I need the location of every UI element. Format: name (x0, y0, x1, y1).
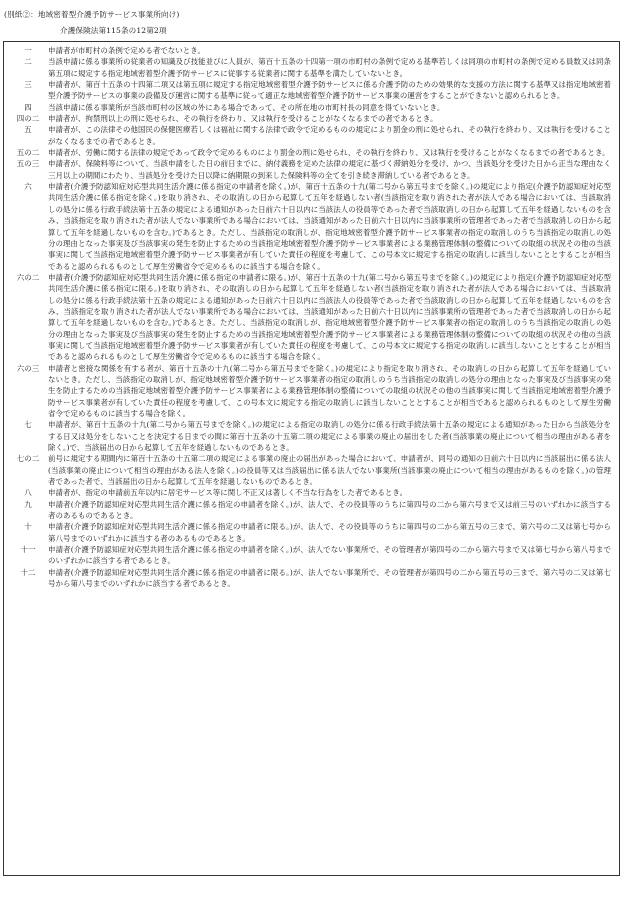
requirement-item (8, 453, 611, 487)
requirement-item-number: 六の二 (16, 272, 40, 282)
requirement-item (8, 567, 611, 590)
requirement-item (8, 45, 611, 56)
requirement-item-text: 申請者(介護予防認知症対応型共同生活介護に係る指定の申請者に限る。)が、第百十五条の十九(第二号から第五号までを除く。)の規定により指定(介護予防認知症対応型共同生活介護に係る指定に限る。)を取り消され、その取消しの日から起算して五年を経過しない者(当該指定を取り消された者が法人である場合においては、当該取消しの処分に係る行政手続法第十五条の規定による通知があった日前六十日以内に当該法人の役員等であった者で当該取消しの日から起算して五年を経過しないものを含み、当該指定を取り消された者が法人でない事業所である場合においては、当該通知があった日前六十日以内に当該事業所の管理者であった者で当該取消しの日から起算して五年を経過しないものを含む。)であるとき。ただし、当該指定の取消しが、指定地域密着型介護予防サービス事業者の指定の取消しのうち当該指定の取消しの処分の理由となった事実及び当該事実の発生を防止するための当該指定地域密着型介護予防サービス事業者による業務管理体制の整備についての取組の状況その他の当該事実に関して当該指定地域密着型介護予防サービス事業者が有していた責任の程度を考慮して、この号本文に規定する指定の取消しに該当しないこととすることが相当であると認められるものとして厚生労働省令で定めるものに該当する場合を除く。 (48, 272, 611, 362)
requirement-item-number: 四の二 (16, 114, 40, 124)
requirement-item-number: 五の三 (16, 159, 40, 169)
requirement-item-number: 四 (24, 102, 32, 112)
requirement-item-text: 当該申請に係る事業所の従業者の知識及び技能並びに人員が、第百十五条の十四第一項の市町村の条例で定める基準若しくは同項の市町村の条例で定める員数又は同条第五項に規定する指定地域密着型介護予防サービスに従事する従業者に関する基準を満たしていないとき。 (48, 57, 611, 78)
requirement-item-number: 二 (24, 57, 32, 67)
requirement-item-number: 十 (24, 522, 32, 532)
requirement-item-text: 申請者(介護予防認知症対応型共同生活介護に係る指定の申請者を除く。)が、法人でない事業所で、その管理者が第四号の二から第六号まで又は第七号から第八号までのいずれかに該当する者であるとき。 (48, 545, 611, 566)
requirement-item (8, 56, 611, 79)
requirement-item (8, 102, 611, 113)
requirement-item-text: 申請者が、この法律その他国民の保健医療若しくは福祉に関する法律で政令で定めるものの規定により罰金の刑に処せられ、その執行を終わり、又は執行を受けることがなくなるまでの者であるとき。 (48, 125, 611, 146)
requirement-item (8, 487, 611, 498)
requirements-list (4, 42, 619, 590)
requirement-item-text: 前号に規定する期間内に第百十五条の十五第二項の規定による事業の廃止の届出があった場合において、申請者が、同号の通知の日前六十日以内に当該届出に係る法人(当該事業の廃止について相当の理由がある法人を除く。)の役員等又は当該届出に係る法人でない事業所(当該事業の廃止について相当の理由があるものを除く。)の管理者であった者で、当該届出の日から起算して五年を経過しないものであるとき。 (48, 454, 611, 487)
requirement-item-number: 七 (24, 420, 32, 430)
requirement-item (8, 113, 611, 124)
requirement-item-text: 申請者(介護予防認知症対応型共同生活介護に係る指定の申請者を除く。)が、法人で、その役員等のうちに第四号の二から第六号まで又は前三号のいずれかに該当する者のあるものであるとき。 (48, 499, 611, 521)
requirement-item (8, 363, 611, 420)
requirement-item-number: 三 (24, 80, 32, 90)
requirement-item-number: 六の三 (16, 363, 40, 373)
requirement-item-text: 申請者(介護予防認知症対応型共同生活介護に係る指定の申請者に限る。)が、法人でない事業所で、その管理者が第四号の二から第五号の三まで、第六号の二又は第七号から第八号までのいずれかに該当する者であるとき。 (48, 567, 611, 589)
requirement-item (8, 181, 611, 272)
requirement-item-text: 申請者が、拘禁刑以上の刑に処せられ、その執行を終わり、又は執行を受けることがなくなるまでの者であるとき。 (48, 114, 438, 124)
requirement-item-number: 五 (24, 125, 32, 135)
document-title: (別紙②：地域密着型介護予防サービス事業所向け) (4, 10, 180, 19)
requirement-item-text: 申請者が、第百十五条の十四第二項又は第五項に規定する指定地域密着型介護予防サービスに係る介護予防のための効果的な支援の方法に関する基準又は指定地域密着型介護予防サービスの事業の設備及び運営に関する基準に従って適正な地域密着型介護予防サービス事業の運営をすることができないと認められるとき。 (48, 80, 611, 101)
requirement-item-text: 申請者と密接な関係を有する者が、第百十五条の十九(第二号から第五号までを除く。)の規定により指定を取り消され、その取消しの日から起算して五年を経過していないとき。ただし、当該指定の取消しが、指定地域密着型介護予防サービス事業者の指定の取消しのうち当該指定の取消しの処分の理由となった事実及び当該事実の発生を防止するための当該指定地域密着型介護予防サービス事業者による業務管理体制の整備についての取組の状況その他の当該事実に関して当該指定地域密着型介護予防サービス事業者が有していた責任の程度を考慮して、この号本文に規定する指定の取消しに該当しないこととすることが相当であると認められるものとして厚生労働省令で定めるものに該当する場合を除く。 (48, 363, 611, 418)
requirement-item-number: 十一 (20, 545, 36, 555)
requirement-item-number: 七の二 (16, 454, 40, 464)
requirement-item-number: 五の二 (16, 148, 40, 158)
requirement-item (8, 419, 611, 453)
requirement-item-text: 申請者(介護予防認知症対応型共同生活介護に係る指定の申請者に限る。)が、法人で、その役員等のうちに第四号の二から第五号の三まで、第六号の二又は第七号から第八号までのいずれかに該当する者のあるものであるとき。 (48, 522, 611, 543)
requirement-item-number: 八 (24, 488, 32, 498)
requirement-item (8, 79, 611, 102)
requirement-item-number: 六 (24, 182, 32, 192)
requirement-item (8, 272, 611, 363)
requirements-box (3, 41, 620, 876)
requirement-item (8, 544, 611, 567)
requirement-item-text: 申請者が、労働に関する法律の規定であって政令で定めるものにより罰金の刑に処せられ、その執行を終わり、又は執行を受けることがなくなるまでの者であるとき。 (48, 148, 610, 158)
requirement-item (8, 521, 611, 544)
requirement-item (8, 499, 611, 522)
requirement-item-number: 九 (24, 499, 32, 509)
requirement-item-number: 一 (24, 46, 32, 55)
requirement-item-text: 当該申請に係る事業所が当該市町村の区域の外にある場合であって、その所在地の市町村長の同意を得ていないとき。 (48, 102, 445, 112)
requirement-item-text: 申請者が市町村の条例で定める者でないとき。 (48, 46, 205, 55)
requirement-item (8, 124, 611, 147)
requirement-item-text: 申請者が、指定の申請前五年以内に居宅サービス等に関し不正又は著しく不当な行為をした者であるとき。 (48, 488, 408, 498)
requirement-item-number: 十二 (20, 567, 36, 577)
requirement-item (8, 158, 611, 181)
requirement-item-text: 申請者(介護予防認知症対応型共同生活介護に係る指定の申請者を除く。)が、第百十五条の十九(第二号から第五号までを除く。)の規定により指定(介護予防認知症対応型共同生活介護に係る指定を除く。)を取り消され、その取消しの日から起算して五年を経過しない者(当該指定を取り消された者が法人である場合においては、当該取消しの処分に係る行政手続法第十五条の規定による通知があった日前六十日以内に当該法人の役員等であった者で当該取消しの日から起算して五年を経過しないものを含み、当該指定を取り消された者が法人でない事業所である場合においては、当該通知があった日前六十日以内に当該事業所の管理者であった者で当該取消しの日から起算して五年を経過しないものを含む。)であるとき。ただし、当該指定の取消しが、指定地域密着型介護予防サービス事業者の指定の取消しのうち当該指定の取消しの処分の理由となった事実及び当該事実の発生を防止するための当該指定地域密着型介護予防サービス事業者による業務管理体制の整備についての取組の状況その他の当該事実に関して当該指定地域密着型介護予防サービス事業者が有していた責任の程度を考慮して、この号本文に規定する指定の取消しに該当しないこととすることが相当であると認められるものとして厚生労働省令で定めるものに該当する場合を除く。 (48, 182, 611, 271)
requirement-item (8, 147, 611, 158)
requirement-item-text: 申請者が、第百十五条の十九(第二号から第五号までを除く。)の規定による指定の取消しの処分に係る行政手続法第十五条の規定による通知があった日から当該処分をする日又は処分をしないことを決定する日までの間に第百十五条の十五第二項の規定による事業の廃止の届出をした者(当該事業の廃止について相当の理由がある者を除く。)で、当該届出の日から起算して五年を経過しないものであるとき。 (48, 420, 611, 453)
requirement-item-text: 申請者が、保険料等について、当該申請をした日の前日までに、納付義務を定めた法律の規定に基づく滞納処分を受け、かつ、当該処分を受けた日から正当な理由なく三月以上の期間にわたり、当該処分を受けた日以降に納期限の到来した保険料等の全てを引き続き滞納している者であるとき。 (48, 159, 611, 180)
law-reference: 介護保険法第115条の12第2項 (60, 26, 167, 35)
